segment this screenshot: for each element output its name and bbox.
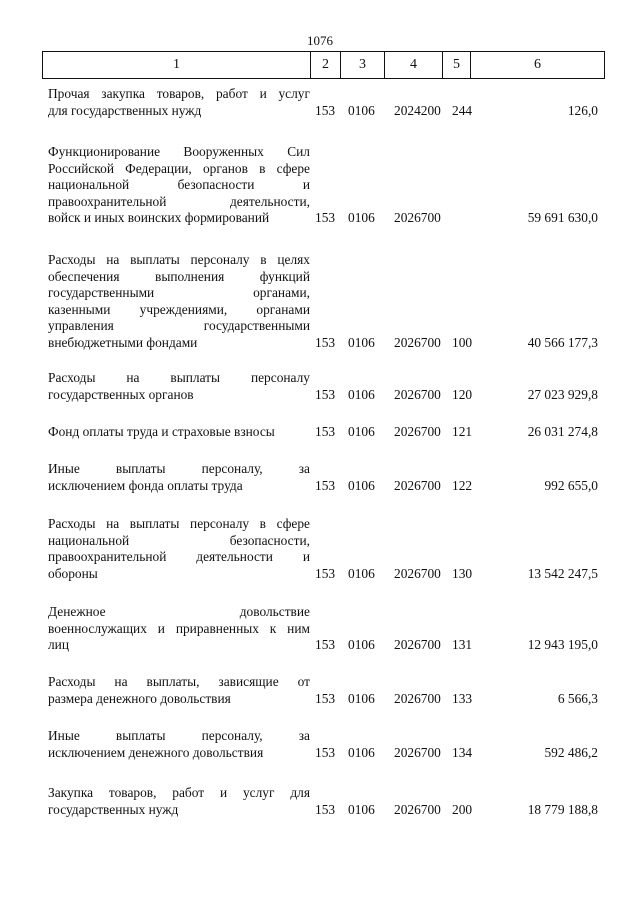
- cell-c6: 992 655,0: [544, 477, 598, 493]
- cell-c6: 592 486,2: [544, 744, 598, 760]
- cell-c4: 2026700: [394, 690, 441, 706]
- cell-c3: 0106: [348, 386, 375, 402]
- description-line: правоохранительной деятельности,: [48, 193, 310, 209]
- cell-c5: 133: [452, 690, 473, 706]
- page-number: 1076: [307, 33, 333, 48]
- row-description: [48, 86, 310, 119]
- cell-c6: 27 023 929,8: [527, 386, 598, 402]
- cell-c3: 0106: [348, 424, 375, 439]
- row-description: [48, 461, 310, 494]
- description-line: Денежное довольствие: [48, 604, 310, 619]
- cell-c3: 0106: [348, 210, 375, 226]
- description-line: государственных органов: [48, 386, 194, 402]
- row-description: [48, 516, 310, 582]
- cell-c2: 153: [315, 424, 336, 439]
- row-description: [48, 785, 310, 818]
- cell-c6: 59 691 630,0: [527, 210, 598, 226]
- cell-c4: 2026700: [394, 744, 441, 760]
- cell-c6: 126,0: [567, 102, 598, 118]
- description-line: Расходы на выплаты персоналу в сфере: [48, 516, 310, 531]
- cell-c5: 134: [452, 744, 473, 760]
- cell-c4: 2024200: [394, 102, 441, 118]
- cell-c4: 2026700: [394, 477, 441, 493]
- description-line: Расходы на выплаты, зависящие от: [48, 674, 310, 689]
- cell-c5: 130: [452, 565, 473, 581]
- cell-c3: 0106: [348, 801, 375, 817]
- description-line: Расходы на выплаты персоналу в целях: [48, 252, 310, 267]
- cell-c4: 2026700: [394, 565, 441, 581]
- cell-c2: 153: [315, 744, 336, 760]
- cell-c5: 200: [452, 801, 473, 817]
- description-line: для государственных нужд: [48, 102, 202, 118]
- row-description: [48, 604, 310, 654]
- column-header-1: 1: [43, 52, 311, 79]
- description-line: лиц: [48, 637, 70, 653]
- description-line: обороны: [48, 565, 98, 581]
- cell-c6: 26 031 274,8: [527, 424, 598, 439]
- cell-c5: 121: [452, 424, 473, 439]
- column-header-6: 6: [471, 52, 605, 79]
- column-header-5: 5: [443, 52, 471, 79]
- cell-c3: 0106: [348, 690, 375, 706]
- cell-c5: 120: [452, 386, 473, 402]
- cell-c5: 131: [452, 637, 473, 653]
- cell-c4: 2026700: [394, 335, 441, 350]
- cell-c5: 122: [452, 477, 473, 493]
- description-line: обеспечения выполнения функций: [48, 268, 310, 284]
- cell-c2: 153: [315, 690, 336, 706]
- cell-c3: 0106: [348, 477, 375, 493]
- cell-c3: 0106: [348, 102, 375, 118]
- column-header-2: 2: [311, 52, 341, 79]
- column-header-4: 4: [385, 52, 443, 79]
- description-line: размера денежного довольствия: [48, 690, 231, 706]
- cell-c5: 100: [452, 335, 473, 350]
- description-line: Российской Федерации, органов в сфере: [48, 160, 310, 176]
- row-description: [48, 674, 310, 707]
- cell-c3: 0106: [348, 637, 375, 653]
- cell-c6: 12 943 195,0: [527, 637, 598, 653]
- cell-c6: 18 779 188,8: [527, 801, 598, 817]
- description-line: исключением денежного довольствия: [48, 744, 264, 760]
- row-description: [48, 144, 310, 227]
- cell-c2: 153: [315, 386, 336, 402]
- description-line: военнослужащих и приравненных к ним: [48, 620, 310, 636]
- cell-c2: 153: [315, 102, 336, 118]
- description-line: Иные выплаты персоналу, за: [48, 461, 310, 476]
- cell-c2: 153: [315, 210, 336, 226]
- description-line: Иные выплаты персоналу, за: [48, 728, 310, 743]
- row-description: [48, 252, 310, 352]
- cell-c4: 2026700: [394, 210, 441, 226]
- cell-c3: 0106: [348, 335, 375, 350]
- description-line: управления государственными: [48, 318, 310, 334]
- description-line: Фонд оплаты труда и страховые взносы: [48, 424, 275, 439]
- cell-c6: 13 542 247,5: [527, 565, 598, 581]
- column-header-3: 3: [341, 52, 385, 79]
- description-line: государственных нужд: [48, 801, 179, 817]
- cell-c2: 153: [315, 477, 336, 493]
- description-line: внебюджетными фондами: [48, 334, 198, 350]
- cell-c3: 0106: [348, 744, 375, 760]
- description-line: правоохранительной деятельности и: [48, 549, 310, 565]
- row-description: [48, 728, 310, 761]
- description-line: национальной безопасности,: [48, 532, 310, 548]
- description-line: Функционирование Вооруженных Сил: [48, 144, 310, 159]
- description-line: войск и иных воинских формирований: [48, 210, 270, 226]
- description-line: исключением фонда оплаты труда: [48, 477, 243, 493]
- description-line: Расходы на выплаты персоналу: [48, 370, 310, 385]
- cell-c2: 153: [315, 801, 336, 817]
- cell-c2: 153: [315, 335, 336, 350]
- description-line: Закупка товаров, работ и услуг для: [48, 785, 310, 800]
- description-line: казенными учреждениями, органами: [48, 301, 310, 317]
- cell-c6: 40 566 177,3: [527, 335, 598, 350]
- cell-c4: 2026700: [394, 637, 441, 653]
- description-line: национальной безопасности и: [48, 177, 310, 193]
- row-description: [48, 370, 310, 403]
- column-header-row: [42, 51, 605, 79]
- row-description: [48, 424, 310, 441]
- description-line: государственными органами,: [48, 285, 310, 301]
- description-line: Прочая закупка товаров, работ и услуг: [48, 86, 310, 101]
- cell-c4: 2026700: [394, 386, 441, 402]
- cell-c4: 2026700: [394, 424, 441, 439]
- cell-c5: 244: [452, 102, 473, 118]
- cell-c6: 6 566,3: [557, 690, 598, 706]
- cell-c4: 2026700: [394, 801, 441, 817]
- cell-c3: 0106: [348, 565, 375, 581]
- cell-c2: 153: [315, 637, 336, 653]
- cell-c2: 153: [315, 565, 336, 581]
